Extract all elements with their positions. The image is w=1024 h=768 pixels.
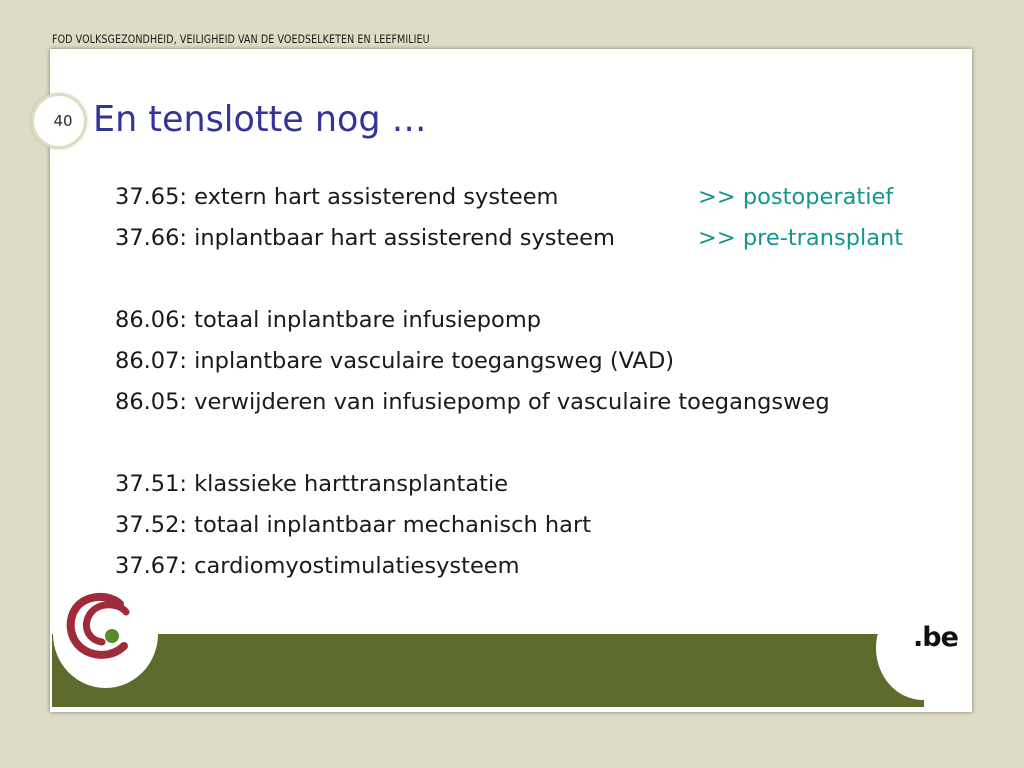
item-note: >> postoperatief xyxy=(698,184,894,210)
item-text: 37.52: totaal inplantbaar mechanisch hart xyxy=(115,512,592,538)
item-text: 37.51: klassieke harttransplantatie xyxy=(115,471,509,497)
list-item xyxy=(115,382,830,423)
list-item xyxy=(115,546,830,587)
slide-title: En tenslotte nog … xyxy=(93,99,427,140)
item-text: 37.65: extern hart assisterend systeem xyxy=(115,184,559,210)
item-text: 37.66: inplantbaar hart assisterend systeem xyxy=(115,225,615,251)
spacer xyxy=(115,259,830,300)
item-note: >> pre-transplant xyxy=(698,225,904,251)
list-item xyxy=(115,218,904,259)
organization-header: FOD VOLKSGEZONDHEID, VEILIGHEID VAN DE VOEDSELKETEN EN LEEFMILIEU xyxy=(52,32,430,46)
be-logo: .be xyxy=(913,622,958,653)
list-item xyxy=(115,177,894,218)
list-item xyxy=(115,300,830,341)
list-item xyxy=(115,341,830,382)
footer-band xyxy=(52,634,924,707)
fod-logo-icon xyxy=(64,590,144,664)
list-item xyxy=(115,505,830,546)
slide-number-badge xyxy=(34,96,84,146)
item-text: 37.67: cardiomyostimulatiesysteem xyxy=(115,553,520,579)
item-text: 86.05: verwijderen van infusiepomp of vasculaire toegangsweg xyxy=(115,389,830,415)
item-text: 86.07: inplantbare vasculaire toegangsweg (VAD) xyxy=(115,348,675,374)
list-item xyxy=(115,464,830,505)
slide-number: 40 xyxy=(53,112,73,130)
spacer xyxy=(115,423,830,464)
item-text: 86.06: totaal inplantbare infusiepomp xyxy=(115,307,542,333)
slide-content xyxy=(115,177,904,587)
